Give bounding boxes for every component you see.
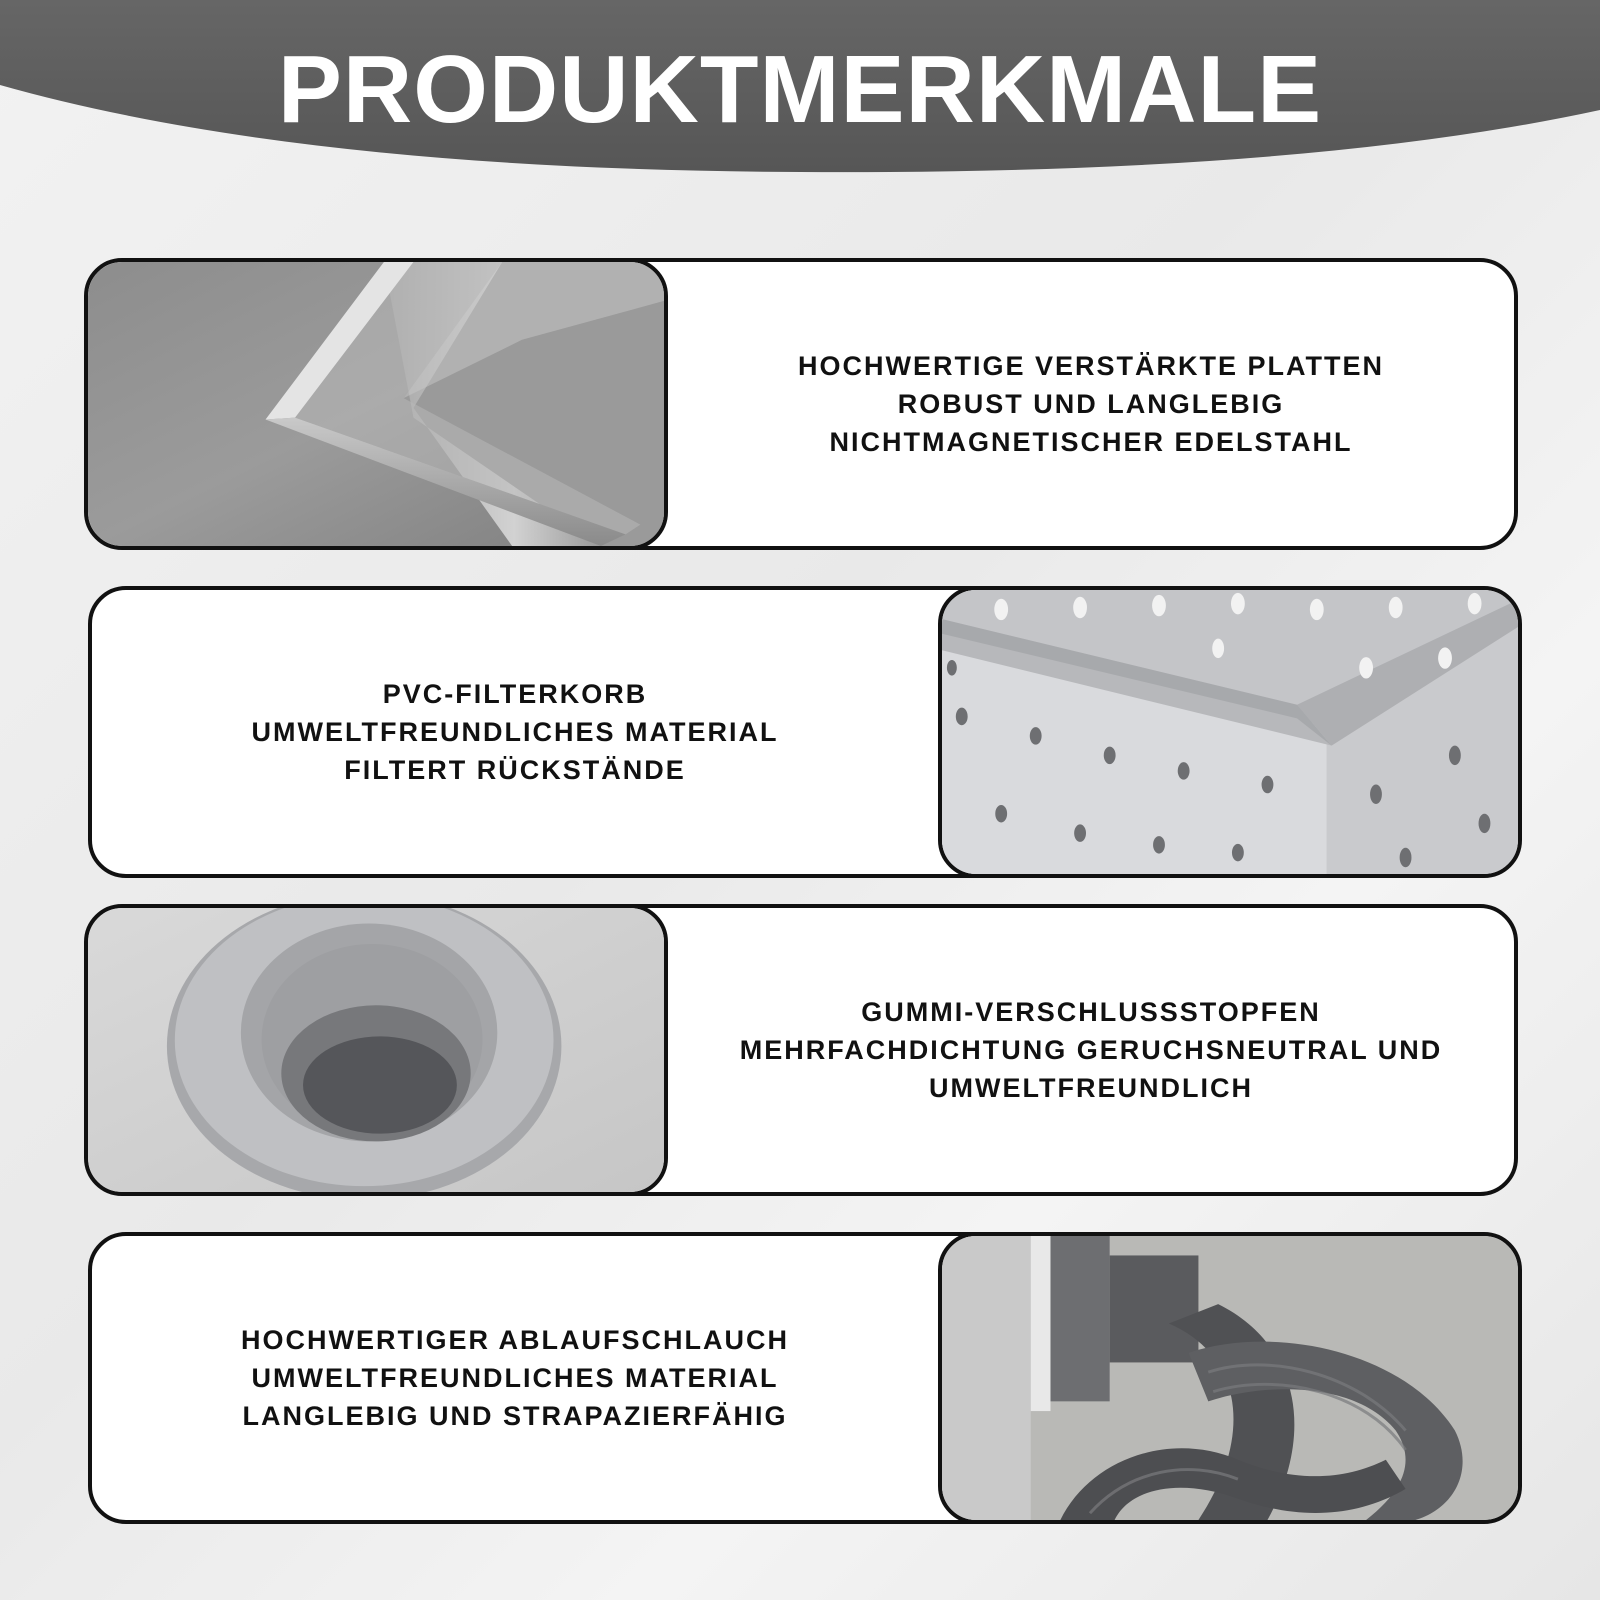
drain-hose-image: [938, 1232, 1522, 1524]
feature-line: FILTERT RÜCKSTÄNDE: [344, 755, 686, 785]
feature-line: HOCHWERTIGER ABLAUFSCHLAUCH: [241, 1325, 789, 1355]
feature-text-1: [668, 262, 1514, 546]
feature-card-2: [88, 586, 1522, 878]
feature-card-1: [84, 258, 1518, 550]
feature-line: UMWELTFREUNDLICHES MATERIAL: [251, 717, 779, 747]
feature-card-4: [88, 1232, 1522, 1524]
rubber-stopper-image: [84, 904, 668, 1196]
feature-line: GUMMI-VERSCHLUSSSTOPFEN: [861, 997, 1321, 1027]
feature-text-3: [668, 908, 1514, 1192]
feature-line: HOCHWERTIGE VERSTÄRKTE PLATTEN: [798, 351, 1384, 381]
stainless-steel-corner-image: [84, 258, 668, 550]
feature-line: UMWELTFREUNDLICHES MATERIAL: [251, 1363, 779, 1393]
feature-line: MEHRFACHDICHTUNG GERUCHSNEUTRAL UND: [739, 1035, 1443, 1065]
feature-line: LANGLEBIG UND STRAPAZIERFÄHIG: [242, 1401, 788, 1431]
page-title: PRODUKTMERKMALE: [277, 36, 1323, 143]
feature-line: NICHTMAGNETISCHER EDELSTAHL: [829, 427, 1353, 457]
feature-text-2: [92, 590, 938, 874]
feature-line: PVC-FILTERKORB: [382, 679, 648, 709]
feature-line: ROBUST UND LANGLEBIG: [897, 389, 1285, 419]
feature-card-3: [84, 904, 1518, 1196]
feature-text-4: [92, 1236, 938, 1520]
feature-line: UMWELTFREUNDLICH: [929, 1073, 1253, 1103]
pvc-filter-basket-image: [938, 586, 1522, 878]
